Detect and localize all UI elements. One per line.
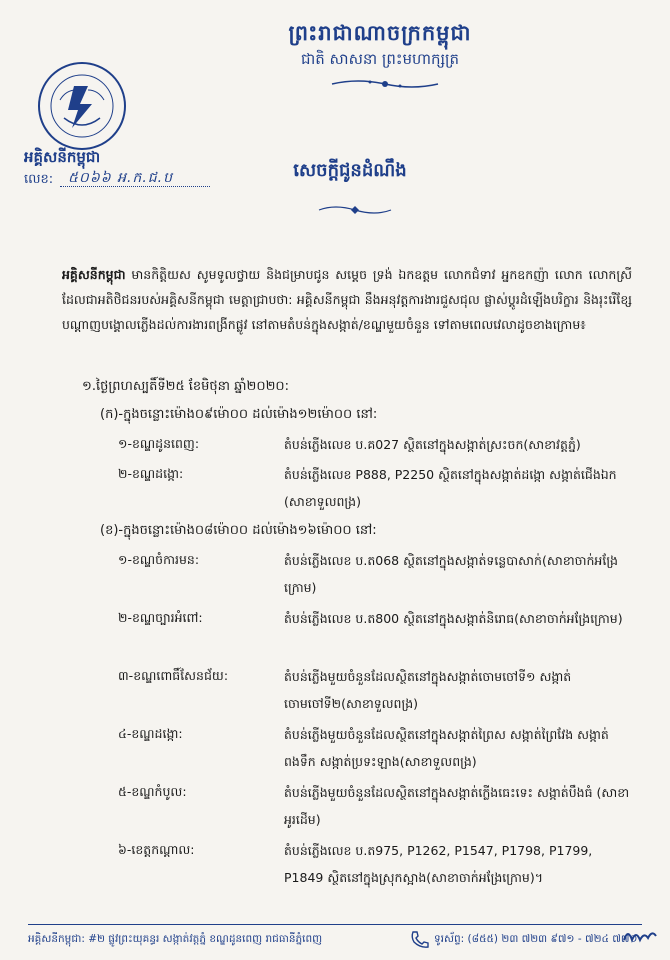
time-slot-b-heading: (ខ)-ក្នុងចន្លោះម៉ោង០៨ម៉ោ០០ ដល់ម៉ោង១៦ម៉ោ០០ នៅ: [100, 523, 377, 538]
item-label: ២-ខណ្ឌដង្កោ: [118, 466, 184, 481]
intro-org-name: អគ្គិសនីកម្ពុជា [62, 267, 126, 282]
footer-divider [28, 924, 642, 925]
item-description: តំបន់ភ្លើងមួយចំនួនដែលស្ថិតនៅក្នុងសង្កាត់ចោមចៅទី១ សង្កាត់ចោមចៅទី២(សាខាទួលពង្រ) [284, 669, 572, 711]
kingdom-heading: ព្រះរាជាណាចក្រកម្ពុជា [288, 20, 472, 45]
intro-text: មានកិត្តិយស សូមទូលថ្វាយ និងជម្រាបជូន សម្តេច ទ្រង់ ឯកឧត្តម លោកជំទាវ អ្នកឧកញ៉ា លោក លោកស្រី ដែលជាអតិថិជនរបស់អគ្គិសនីកម្ពុជា មេត្តាជ្រាបថា: អគ្គិសនីកម្ពុជា នឹងអនុវត្តការងារជួសជុល ផ្លាស់ប្តូរដំឡើងបរិក្ខារ និងរុះរើខ្សែបណ្តាញបង្គោលភ្លើងដល់ការងារពង្រីកផ្លូវ នៅតាមតំបន់ក្នុងសង្កាត់/ខណ្ឌមួយចំនួន ទៅតាមពេលវេលាដូចខាងក្រោម៖ [62, 267, 632, 332]
item-description: តំបន់ភ្លើងលេខ P888, P2250 ស្ថិតនៅក្នុងសង្កាត់ដង្កោ សង្កាត់ជើងឯក (សាខាទួលពង្រ) [284, 467, 617, 509]
title-ornament-icon [315, 203, 395, 217]
section-date-heading: ១.ថ្ងៃព្រហស្បតិ៍ទី២៥ ខែមិថុនា ឆ្នាំ២០២០: [82, 379, 290, 394]
time-slot-a-heading: (ក)-ក្នុងចន្លោះម៉ោង០៩ម៉ោ០០ ដល់ម៉ោង១២ម៉ោ០០ នៅ: [100, 407, 378, 422]
reference-number: ៥០៦៦ អ.ក.ជ.ប [68, 170, 173, 186]
item-label: ៤-ខណ្ឌដង្កោ: [118, 726, 183, 741]
item-description: តំបន់ភ្លើងមួយចំនួនដែលស្ថិតនៅក្នុងសង្កាត់ក្លើងធេះទេះ សង្កាត់បឹងធំ (សាខាអូរដើម) [284, 785, 630, 827]
signature-mark-icon [622, 926, 658, 946]
item-label: ៥-ខណ្ឌកំបូល: [118, 784, 187, 799]
item-label: ៣-ខណ្ឌពោធិ៍សែនជ័យ: [118, 668, 229, 683]
reference-label: លេខ: [24, 172, 54, 187]
footer-address: អគ្គិសនីកម្ពុជា: #២ ផ្លូវព្រះយុគន្ធរ សង្កាត់វត្តភ្នំ ខណ្ឌដូនពេញ រាជធានីភ្នំពេញ [28, 933, 323, 945]
reference-number-row [24, 168, 224, 190]
national-motto: ជាតិ សាសនា ព្រះមហាក្សត្រ [300, 50, 460, 68]
item-label: ៦-ខេត្តកណ្តាល: [118, 842, 195, 857]
organization-name: អគ្គិសនីកម្ពុជា [24, 148, 101, 166]
item-label: ១-ខណ្ឌដូនពេញ: [118, 436, 200, 451]
document-title: សេចក្តីជូនដំណឹង [293, 160, 407, 181]
item-description: តំបន់ភ្លើងលេខ ប.ត975, P1262, P1547, P1798, P1799, P1849 ស្ថិតនៅក្នុងស្រុកស្អាង(សាខាចាក់អង្រែក្រោម)។ [284, 843, 593, 885]
phone-icon [408, 928, 432, 952]
footer-phone: ទូរស័ព្ទ: (៨៥៥) ២៣ ៧២៣ ៩៧១ - ៧២៤ ៧៧១ [434, 933, 638, 945]
edc-logo-icon [36, 60, 128, 152]
item-description: តំបន់ភ្លើងលេខ ប.ត068 ស្ថិតនៅក្នុងសង្កាត់ទន្លេបាសាក់(សាខាចាក់អង្រែក្រោម) [284, 553, 618, 595]
item-description: តំបន់ភ្លើងមួយចំនួនដែលស្ថិតនៅក្នុងសង្កាត់ព្រៃស សង្កាត់ព្រៃវែង សង្កាត់ពងទឹក សង្កាត់ប្រទះឡាង(សាខាទួលពង្រ) [284, 727, 609, 769]
item-description: តំបន់ភ្លើងលេខ ប.ត800 ស្ថិតនៅក្នុងសង្កាត់និរោធ(សាខាចាក់អង្រែក្រោម) [284, 611, 623, 626]
item-label: ១-ខណ្ឌចំការមន: [118, 552, 200, 567]
item-label: ២-ខណ្ឌច្បារអំពៅ: [118, 610, 203, 625]
intro-paragraph [62, 262, 632, 337]
ornament-divider-icon [330, 76, 440, 92]
item-description: តំបន់ភ្លើងលេខ ប.គ027 ស្ថិតនៅក្នុងសង្កាត់ស្រះចក(សាខាវត្តភ្នំ) [284, 437, 581, 452]
